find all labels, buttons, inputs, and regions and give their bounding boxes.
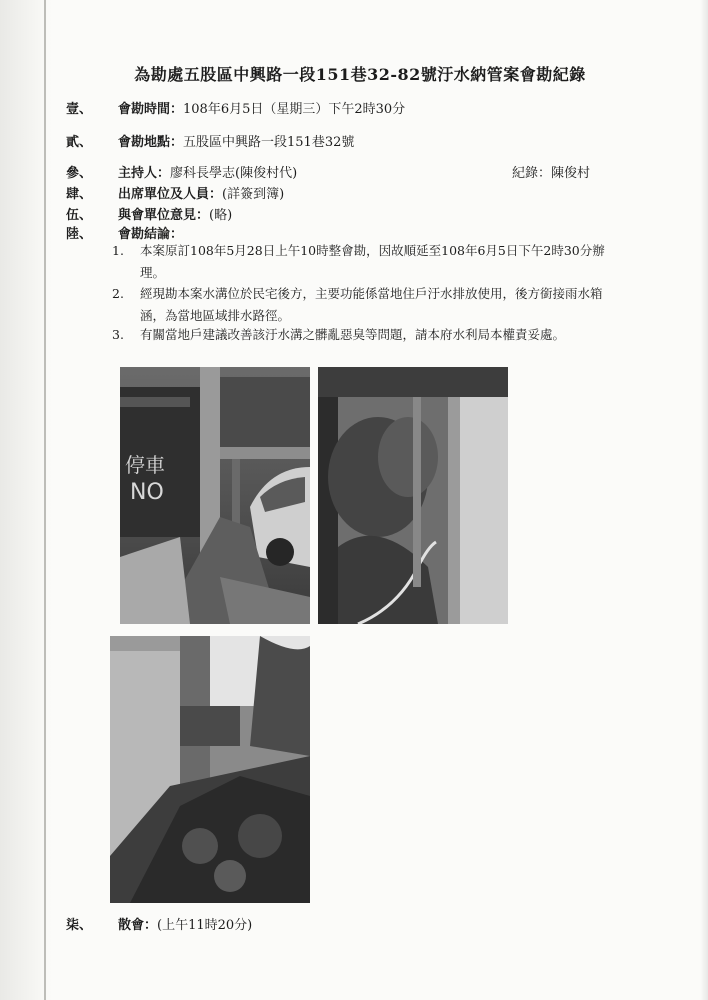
section-label: 會勘結論： xyxy=(118,227,184,242)
page-right-shadow xyxy=(700,0,708,1000)
section-label: 會勘地點： xyxy=(118,135,184,150)
section-label: 會勘時間： xyxy=(118,102,184,117)
item-text: 經現勘本案水溝位於民宅後方，主要功能係當地住戶汙水排放使用，後方銜接雨水箱涵，為當地區域排水路徑。 xyxy=(140,286,603,323)
recorder-note: 紀錄：陳俊村 xyxy=(512,166,591,181)
conclusion-item xyxy=(112,283,617,327)
section-number: 肆、 xyxy=(66,187,93,202)
section-value: (上午11時20分) xyxy=(157,918,253,933)
section-value: 廖科長學志(陳俊村代) xyxy=(170,166,298,181)
ditch-pipe-photo xyxy=(318,367,508,624)
section-label: 出席單位及人員： xyxy=(118,187,223,202)
overgrown-ditch-photo xyxy=(110,636,310,903)
section-meeting-location xyxy=(66,131,354,150)
page-title: 為勘處五股區中興路一段151巷32-82號汙水納管案會勘紀錄 xyxy=(134,65,586,84)
svg-text:NO: NO xyxy=(130,480,164,505)
section-value: (略) xyxy=(209,208,233,223)
binding-line xyxy=(44,0,46,1000)
section-label: 主持人： xyxy=(118,166,171,181)
item-number: 2. xyxy=(112,286,124,301)
item-text: 本案原訂108年5月28日上午10時整會勘，因故順延至108年6月5日下午2時30分辦理。 xyxy=(140,243,605,280)
item-number: 1. xyxy=(112,243,124,258)
section-value: (詳簽到簿) xyxy=(222,187,285,202)
section-number: 伍、 xyxy=(66,208,93,223)
section-value: 108年6月5日（星期三）下午2時30分 xyxy=(183,102,406,117)
section-chairperson xyxy=(66,162,297,181)
section-number: 陸、 xyxy=(66,227,93,242)
section-opinions xyxy=(66,204,232,223)
section-label: 散會： xyxy=(118,918,158,933)
section-number: 參、 xyxy=(66,166,93,181)
item-number: 3. xyxy=(112,327,124,342)
section-number: 柒、 xyxy=(66,918,93,933)
section-number: 貳、 xyxy=(66,135,93,150)
wall-sign-text: 停車 xyxy=(125,453,165,477)
section-number: 壹、 xyxy=(66,102,93,117)
conclusion-item xyxy=(112,324,617,346)
item-text: 有關當地戶建議改善該汙水溝之髒亂惡臭等問題，請本府水利局本權責妥處。 xyxy=(140,327,566,342)
section-meeting-time xyxy=(66,98,405,117)
section-adjournment xyxy=(66,914,252,933)
section-value: 五股區中興路一段151巷32號 xyxy=(183,135,355,150)
section-attendees xyxy=(66,183,284,202)
section-label: 與會單位意見： xyxy=(118,208,210,223)
conclusion-item xyxy=(112,240,617,284)
alley-street-photo xyxy=(120,367,310,624)
